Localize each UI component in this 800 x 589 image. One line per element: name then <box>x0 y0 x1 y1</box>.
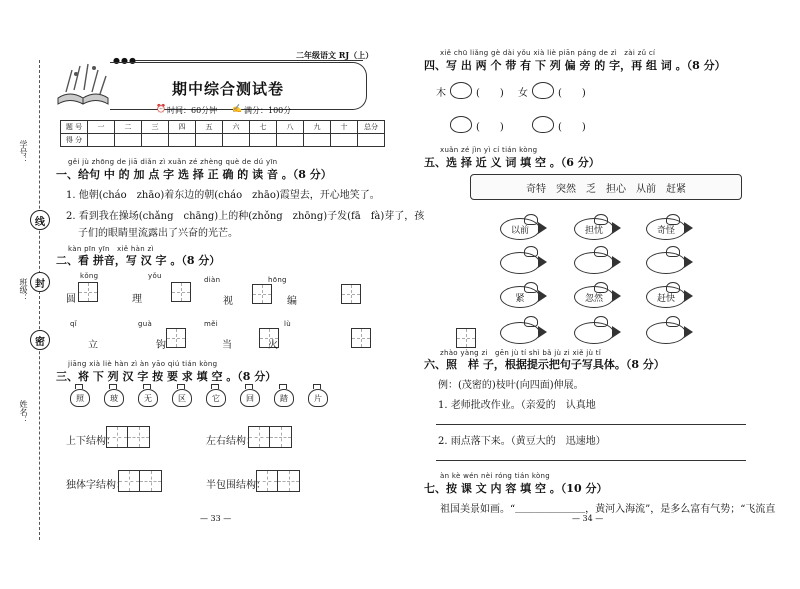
table-header: 九 <box>304 121 331 134</box>
q7-title: 七、按 课 文 内 容 填 空 。（10 分） <box>424 482 608 495</box>
q4-paren[interactable]: ( ) <box>558 122 586 133</box>
q2-post-4: 编 <box>287 296 297 307</box>
score-cell[interactable] <box>169 134 196 147</box>
page-title: 期中综合测试卷 <box>172 80 285 98</box>
q2-pre-2: 理 <box>132 294 142 305</box>
score-cell[interactable] <box>331 134 358 147</box>
q3-answer-boxes-1[interactable] <box>106 426 150 448</box>
q2-pinyin: kàn pīn yīn xiě hàn zì <box>68 245 154 253</box>
q2-write-box-7[interactable] <box>351 328 371 348</box>
q2-py-5: qǐ <box>70 320 77 328</box>
q4-paren[interactable]: ( ) <box>476 88 504 99</box>
q3-pinyin: jiāng xià liè hàn zì àn yāo qiú tián kòng <box>68 360 218 368</box>
header-dots: ●●● <box>113 56 137 65</box>
q4-paren[interactable]: ( ) <box>558 88 586 99</box>
q2-title: 二、看 拼音，写 汉 字 。（8 分） <box>56 254 221 267</box>
lantern-char: 区 <box>172 384 190 407</box>
q2-py-3: diàn <box>204 276 221 284</box>
q2-write-box-5[interactable] <box>166 328 186 348</box>
word-bank: 奇特 突然 乏 担心 从前 赶紧 <box>526 184 686 195</box>
clock-icon: ⏰ <box>156 104 166 113</box>
score-cell[interactable] <box>250 134 277 147</box>
q2-py-4: hōng <box>268 276 287 284</box>
side-label-class: 班级： <box>19 278 28 302</box>
q2-py-1: kǒng <box>80 272 99 280</box>
seal-char-xian: 线 <box>30 210 50 230</box>
q6-title: 六、照 样 子，根据提示把句子写具体。（8 分） <box>424 358 665 371</box>
page-number-left: — 33 — <box>200 514 232 523</box>
table-header: 十 <box>331 121 358 134</box>
q2-write-box-3[interactable] <box>252 284 272 304</box>
q2-py-8: lù <box>284 320 291 328</box>
fish-tail <box>684 290 693 302</box>
score-cell[interactable] <box>304 134 331 147</box>
seal-char-mi: 密 <box>30 330 50 350</box>
fish-tail <box>684 256 693 268</box>
hand-icon: ✍ <box>232 104 242 113</box>
fish-word: 赶快 <box>646 286 686 308</box>
table-header: 总分 <box>358 121 385 134</box>
q7-line: 祖国美景如画。“＿＿＿＿＿＿＿，黄河入海流”，是多么富有气势；“飞流直 <box>440 504 776 515</box>
q4-radical-nv: 女 <box>518 88 528 99</box>
lantern-char: 它 <box>206 384 224 407</box>
side-label-student-id: 学号： <box>19 140 28 164</box>
binding-dashed-line <box>39 60 40 540</box>
score-cell[interactable] <box>196 134 223 147</box>
lantern-char: 踏 <box>274 384 292 407</box>
q3-label-left-right: 左右结构： <box>206 436 256 447</box>
table-header: 二 <box>115 121 142 134</box>
q2-pre-1: 圆 <box>66 294 76 305</box>
table-header: 六 <box>223 121 250 134</box>
fish-tail <box>684 326 693 338</box>
table-header: 三 <box>142 121 169 134</box>
q4-radical-mu: 木 <box>436 88 446 99</box>
fish-tail <box>538 290 547 302</box>
fish-tail <box>612 290 621 302</box>
fish-word: 以前 <box>500 218 540 240</box>
score-table <box>60 120 385 147</box>
table-header: 七 <box>250 121 277 134</box>
grade-label: 二年级语文 RJ（上） <box>296 50 374 60</box>
fish-tail <box>612 222 621 234</box>
table-header: 题 号 <box>61 121 88 134</box>
peach-icon <box>450 82 472 99</box>
fish-answer[interactable] <box>646 252 686 274</box>
fish-answer[interactable] <box>500 252 540 274</box>
q3-label-single: 独体字结构： <box>66 480 126 491</box>
score-cell[interactable] <box>88 134 115 147</box>
q2-py-2: yǒu <box>148 272 162 280</box>
fish-answer[interactable] <box>500 322 540 344</box>
q3-label-top-bottom: 上下结构： <box>66 436 116 447</box>
q5-title: 五、选 择 近 义 词 填 空 。（6 分） <box>424 156 600 169</box>
q3-title: 三、将 下 列 汉 字 按 要 求 填 空 。（8 分） <box>56 370 277 383</box>
q3-label-half-enclosed: 半包围结构： <box>206 480 266 491</box>
q4-pinyin: xiě chū liǎng gè dài yǒu xià liè piān páng de zì zài zǔ cí <box>440 49 656 57</box>
table-header: 八 <box>277 121 304 134</box>
lantern-char: 玻 <box>104 384 122 407</box>
q6-pinyin: zhào yàng zi gēn jù tí shì bǎ jù zi xiě jù tǐ <box>440 349 602 357</box>
q3-answer-boxes-2[interactable] <box>248 426 292 448</box>
q1-sentence-1: 1. 他朝(cháo zhāo)着东边的朝(cháo zhāo)霞望去，开心地笑了。 <box>66 190 380 201</box>
lantern-char: 照 <box>70 384 88 407</box>
open-book-icon <box>54 60 112 110</box>
lantern-char: 片 <box>308 384 326 407</box>
q1-pinyin: gěi jù zhōng de jiā diǎn zì xuǎn zé zhèng què de dú yīn <box>68 158 278 166</box>
q2-post-6: 钩 <box>156 340 166 351</box>
fish-word: 担忧 <box>574 218 614 240</box>
q6-sentence-1: 1. 老师批改作业。（亲爱的 认真地 <box>438 400 596 411</box>
q4-paren[interactable]: ( ) <box>476 122 504 133</box>
q2-pre-8: 火 <box>268 340 278 351</box>
seal-char-feng: 封 <box>30 272 50 292</box>
peach-icon <box>450 116 472 133</box>
q2-post-3: 视 <box>223 296 233 307</box>
word-bank-box <box>470 174 742 200</box>
fish-tail <box>612 256 621 268</box>
fish-answer[interactable] <box>574 322 614 344</box>
answer-line-1[interactable] <box>436 424 746 425</box>
table-row-label: 得 分 <box>61 134 88 147</box>
exam-score: 满分：100分 <box>244 106 292 115</box>
q7-pinyin: àn kè wén nèi róng tián kòng <box>440 472 551 480</box>
q2-py-7: měi <box>204 320 218 328</box>
table-header: 五 <box>196 121 223 134</box>
q2-py-6: guà <box>138 320 153 328</box>
score-cell[interactable] <box>358 134 385 147</box>
fish-tail <box>684 222 693 234</box>
fish-answer[interactable] <box>574 252 614 274</box>
fish-word: 忽然 <box>574 286 614 308</box>
fish-tail <box>538 222 547 234</box>
q1-sentence-2b: 子们的眼睛里流露出了兴奋的光芒。 <box>78 228 238 239</box>
q3-answer-boxes-4[interactable] <box>256 470 300 492</box>
q5-pinyin: xuǎn zé jìn yì cí tián kòng <box>440 146 538 154</box>
score-cell[interactable] <box>277 134 304 147</box>
q6-example: 例：(茂密的)枝叶(向四面)伸展。 <box>438 380 584 391</box>
lantern-char: 无 <box>138 384 156 407</box>
q2-write-box-1[interactable] <box>78 282 98 302</box>
q2-post-5: 立 <box>88 340 98 351</box>
fish-answer[interactable] <box>646 322 686 344</box>
q2-write-box-2[interactable] <box>171 282 191 302</box>
fish-tail <box>612 326 621 338</box>
score-cell[interactable] <box>115 134 142 147</box>
q1-title: 一、给句 中 的 加 点 字 选 择 正 确 的 读 音 。（8 分） <box>56 168 332 181</box>
fish-tail <box>538 256 547 268</box>
answer-line-2[interactable] <box>436 460 746 461</box>
q2-write-box-4[interactable] <box>341 284 361 304</box>
peach-icon <box>532 116 554 133</box>
exam-time: 时间：60分钟 <box>167 106 218 115</box>
peach-icon <box>532 82 554 99</box>
q1-sentence-2a: 2. 看到我在操场(chǎng chāng)上的种(zhǒng zhōng)子发(fā fà)芽了，孩 <box>66 211 425 222</box>
q2-post-7: 当 <box>222 340 232 351</box>
lantern-char: 回 <box>240 384 258 407</box>
q6-sentence-2: 2. 雨点落下来。（黄豆大的 迅速地） <box>438 436 606 447</box>
fish-tail <box>538 326 547 338</box>
fish-word: 紧 <box>500 286 540 308</box>
q3-answer-boxes-3[interactable] <box>118 470 162 492</box>
table-header: 四 <box>169 121 196 134</box>
score-cell[interactable] <box>223 134 250 147</box>
table-header: 一 <box>88 121 115 134</box>
page-number-right: — 34 — <box>572 514 604 523</box>
q2-write-box-8[interactable] <box>456 328 476 348</box>
fish-word: 奇怪 <box>646 218 686 240</box>
side-label-name: 姓名： <box>19 400 28 424</box>
q4-title: 四、写 出 两 个 带 有 下 列 偏 旁 的 字，再 组 词 。（8 分） <box>424 59 726 72</box>
score-cell[interactable] <box>142 134 169 147</box>
